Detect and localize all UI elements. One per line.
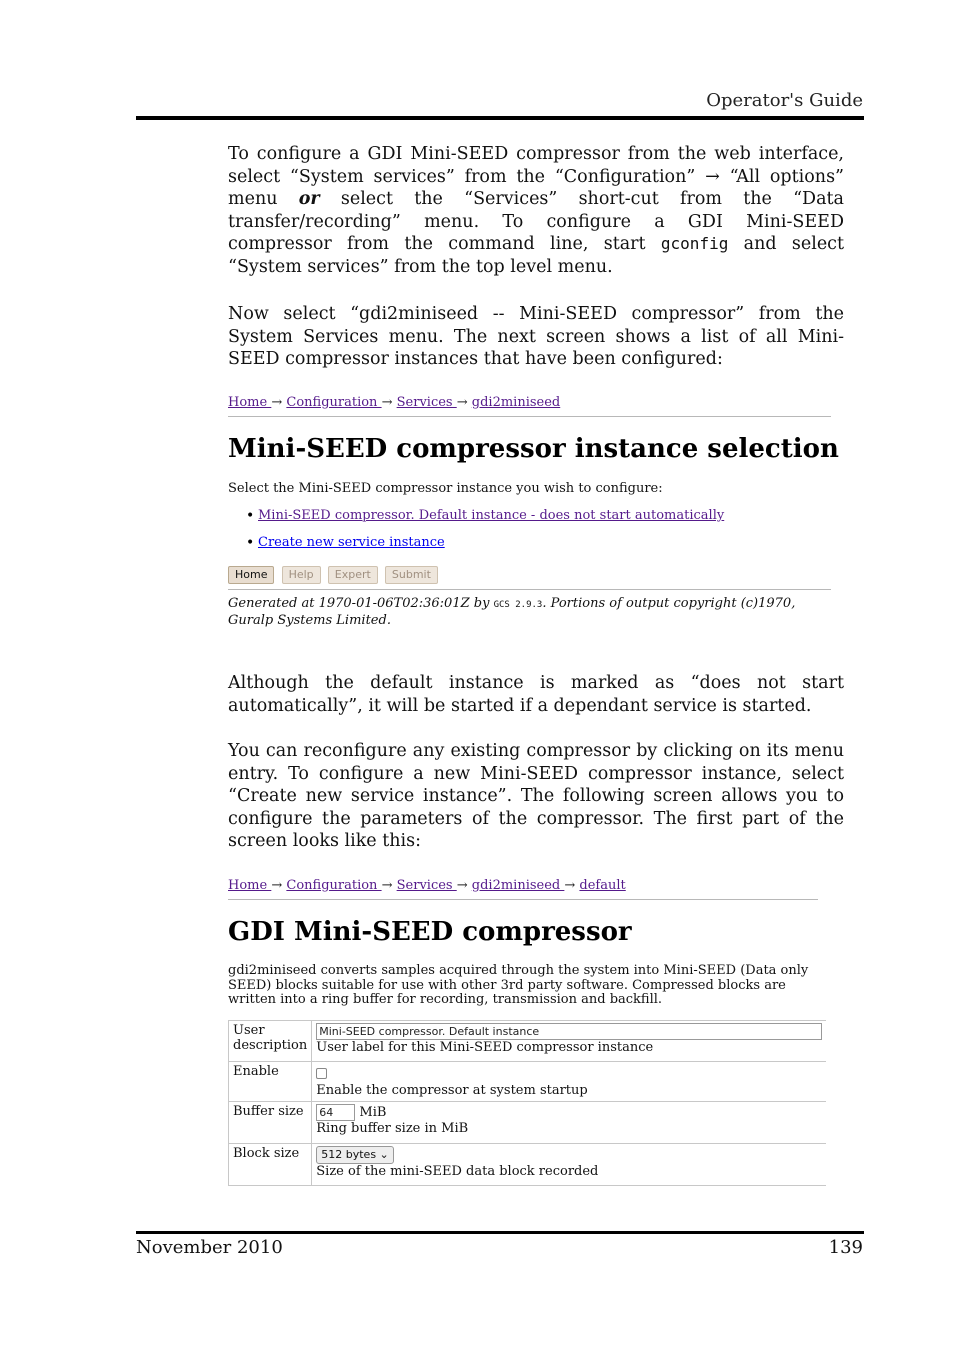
block-size-help: Size of the mini-SEED data block recorded (316, 1164, 599, 1179)
user-description-cell (312, 1021, 827, 1062)
paragraph-configure-intro (228, 143, 844, 278)
buffer-size-help: Ring buffer size in MiB (316, 1121, 469, 1136)
breadcrumb-arrow-icon: → (456, 878, 468, 893)
enable-help: Enable the compressor at system startup (316, 1083, 588, 1098)
expert-button[interactable]: Expert (328, 566, 378, 584)
page-number: 139 (828, 1237, 863, 1258)
service-description: gdi2miniseed converts samples acquired through the system into Mini-SEED (Data only SEED) blocks suitable for use with other 3rd party software. Compressed blocks are written into a ring buffer for recording, transmission and backfill. (228, 963, 809, 1007)
submit-button[interactable]: Submit (385, 566, 438, 584)
paragraph-select-instance: Now select “gdi2miniseed -- Mini-SEED compressor” from the System Services menu. The next screen shows a list of all Mini-SEED compressor instances that have been configured: (228, 304, 844, 369)
footer-date: November 2010 (136, 1237, 283, 1258)
divider (228, 416, 831, 417)
help-button[interactable]: Help (282, 566, 321, 584)
paragraph-reconfigure: You can reconfigure any existing compressor by clicking on its menu entry. To configure a new Mini-SEED compressor instance, select “Create new service instance”. The following screen allows you to configure the parameters of the compressor. The first part of the screen looks like this: (228, 741, 844, 851)
default-instance-link[interactable]: Mini-SEED compressor. Default instance - does not start automatically (258, 508, 725, 523)
instance-list (228, 508, 828, 562)
breadcrumb-arrow-icon: → (381, 395, 393, 410)
buffer-size-input[interactable]: 64 (316, 1104, 355, 1121)
breadcrumb-home-link[interactable]: Home (228, 878, 272, 893)
divider (228, 899, 818, 900)
breadcrumb-home-link[interactable]: Home (228, 395, 272, 410)
table-row (229, 1102, 827, 1144)
buffer-size-unit: MiB (359, 1105, 387, 1120)
breadcrumb-arrow-icon: → (456, 395, 468, 410)
divider (228, 589, 831, 590)
block-size-value: 512 bytes (321, 1148, 377, 1161)
create-instance-link[interactable]: Create new service instance (258, 535, 445, 550)
breadcrumb-services-link[interactable]: Services (396, 395, 457, 410)
gcs-version: GCS 2.9.3 (493, 600, 543, 610)
block-size-cell (312, 1144, 827, 1186)
footer-rule (136, 1231, 864, 1234)
table-row (229, 1021, 827, 1062)
list-item (228, 508, 828, 535)
buffer-size-cell (312, 1102, 827, 1144)
table-row (229, 1062, 827, 1102)
button-bar (228, 563, 440, 584)
paragraph-text: select the “Services” short-cut from the “Data transfer/recording” menu. To configure a GDI Mini-SEED compressor from the command line, start (228, 189, 844, 254)
emphasis-or: or (298, 189, 320, 209)
paragraph-text: and select “System services” from the top level menu. (228, 234, 845, 277)
breadcrumb-configuration-link[interactable]: Configuration (286, 395, 382, 410)
copyright-text: . Portions of output copyright (c)1970, Guralp Systems Limited. (228, 596, 796, 628)
generated-text: Generated at 1970-01-06T02:36:01Z by (228, 596, 494, 611)
instance-prompt: Select the Mini-SEED compressor instance you wish to configure: (228, 481, 663, 496)
breadcrumb (228, 395, 560, 410)
page-title: Mini-SEED compressor instance selection (228, 434, 839, 464)
user-description-help: User label for this Mini-SEED compressor instance (316, 1040, 654, 1055)
enable-checkbox[interactable] (316, 1068, 327, 1079)
breadcrumb-arrow-icon: → (381, 878, 393, 893)
user-description-label: User description (229, 1021, 312, 1062)
breadcrumb-arrow-icon: → (271, 395, 283, 410)
breadcrumb-default-link[interactable]: default (579, 878, 626, 893)
page-title: GDI Mini-SEED compressor (228, 917, 632, 947)
table-row (229, 1144, 827, 1186)
breadcrumb-arrow-icon: → (271, 878, 283, 893)
buffer-size-label: Buffer size (229, 1102, 312, 1144)
paragraph-text: To configure a GDI Mini-SEED compressor from the web interface, select “System services” from the “Configuration” → “All options” menu (228, 144, 844, 209)
chevron-down-icon: ⌄ (379, 1148, 389, 1161)
breadcrumb (228, 878, 626, 893)
block-size-label: Block size (229, 1144, 312, 1186)
enable-label: Enable (229, 1062, 312, 1102)
breadcrumb-services-link[interactable]: Services (396, 878, 457, 893)
breadcrumb-gdi2miniseed-link[interactable]: gdi2miniseed (471, 878, 565, 893)
header-rule (136, 116, 864, 120)
paragraph-default-note: Although the default instance is marked as “does not start automatically”, it will be started if a dependant service is started. (228, 673, 844, 716)
breadcrumb-configuration-link[interactable]: Configuration (286, 878, 382, 893)
block-size-select[interactable] (316, 1146, 394, 1164)
list-item (228, 535, 828, 562)
enable-cell (312, 1062, 827, 1102)
breadcrumb-gdi2miniseed-link[interactable]: gdi2miniseed (471, 395, 561, 410)
config-table (228, 1020, 826, 1186)
breadcrumb-arrow-icon: → (564, 878, 576, 893)
command-gconfig: gconfig (660, 234, 729, 253)
generated-note (228, 596, 828, 628)
user-description-input[interactable]: Mini-SEED compressor. Default instance (316, 1023, 822, 1040)
running-header: Operator's Guide (706, 90, 863, 111)
home-button[interactable]: Home (228, 566, 274, 584)
